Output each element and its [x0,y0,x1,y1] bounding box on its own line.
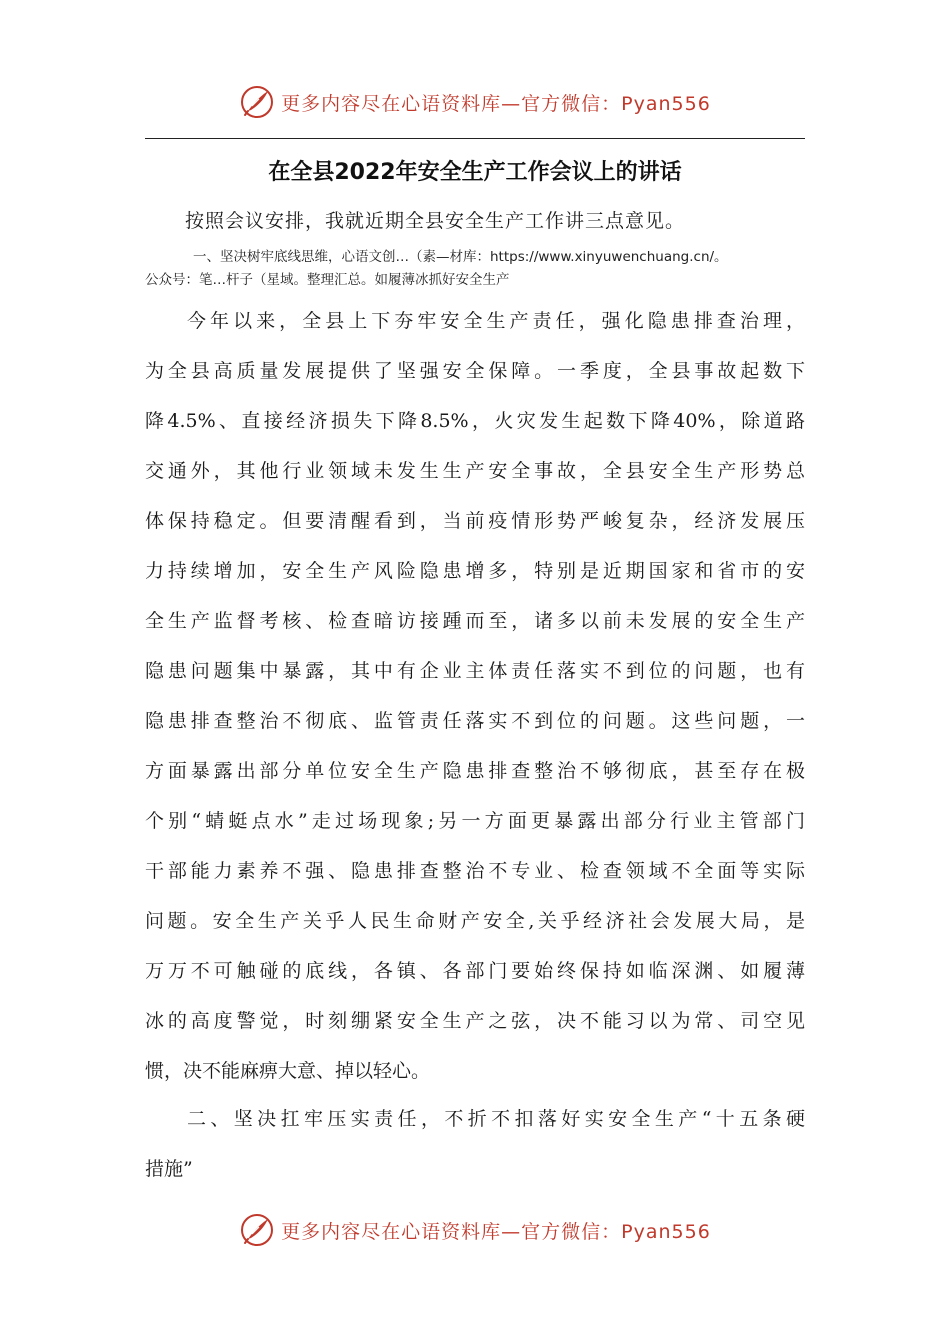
text-line: 干部能力素养不强、隐患排查整治不专业、检查领域不全面等实际 [145,860,805,882]
text-line: 隐患排查整治不彻底、监管责任落实不到位的问题。这些问题，一 [145,710,805,732]
text-line: 降4.5%、直接经济损失下降8.5%，火灾发生起数下降40%，除道路 [145,410,805,432]
section-heading-line: 二、坚决扛牢压实责任，不折不扣落好实安全生产“十五条硬 [187,1108,805,1130]
text-line: 今年以来，全县上下夯牢安全生产责任，强化隐患排查治理， [187,310,805,332]
text-line: 隐患问题集中暴露，其中有企业主体责任落实不到位的问题，也有 [145,660,805,682]
text-line: 体保持稳定。但要清醒看到，当前疫情形势严峻复杂，经济发展压 [145,510,805,532]
quill-logo-icon [239,1212,275,1248]
source-note [145,246,805,292]
header-banner [0,82,950,122]
text-line: 惯，决不能麻痹大意、掉以轻心。 [145,1060,431,1082]
section-heading-line: 措施” [145,1158,193,1180]
intro-paragraph: 按照会议安排，我就近期全县安全生产工作讲三点意见。 [185,210,686,232]
text-line: 方面暴露出部分单位安全生产隐患排查整治不够彻底，甚至存在极 [145,760,805,782]
text-line: 交通外，其他行业领域未发生生产安全事故，全县安全生产形势总 [145,460,805,482]
footer-banner-text: 更多内容尽在心语资料库—官方微信：Pyan556 [281,1220,711,1243]
text-line: 万万不可触碰的底线，各镇、各部门要始终保持如临深渊、如履薄 [145,960,805,982]
header-divider [145,138,805,139]
text-line: 个别“蜻蜓点水”走过场现象;另一方面更暴露出部分行业主管部门 [145,810,805,832]
text-line: 全生产监督考核、检查暗访接踵而至，诸多以前未发展的安全生产 [145,610,805,632]
body-paragraph-1 [145,296,805,1096]
text-line: 力持续增加，安全生产风险隐患增多，特别是近期国家和省市的安 [145,560,805,582]
text-line: 为全县高质量发展提供了坚强安全保障。一季度，全县事故起数下 [145,360,805,382]
quill-logo-icon [239,84,275,120]
footer-banner [0,1210,950,1250]
text-line: 冰的高度警觉，时刻绷紧安全生产之弦，决不能习以为常、司空见 [145,1010,805,1032]
source-note-line: 一、坚决树牢底线思维，心语文创…（素—材库：https://www.xinyuwenchuang.cn/。 [193,249,728,265]
header-banner-text: 更多内容尽在心语资料库—官方微信：Pyan556 [281,92,711,115]
body-paragraph-2 [145,1094,805,1194]
source-note-line: 公众号：笔…杆子（星域。整理汇总。如履薄冰抓好安全生产 [145,272,510,288]
text-line: 问题。安全生产关乎人民生命财产安全,关乎经济社会发展大局，是 [145,910,805,932]
document-title: 在全县2022年安全生产工作会议上的讲话 [268,160,682,185]
